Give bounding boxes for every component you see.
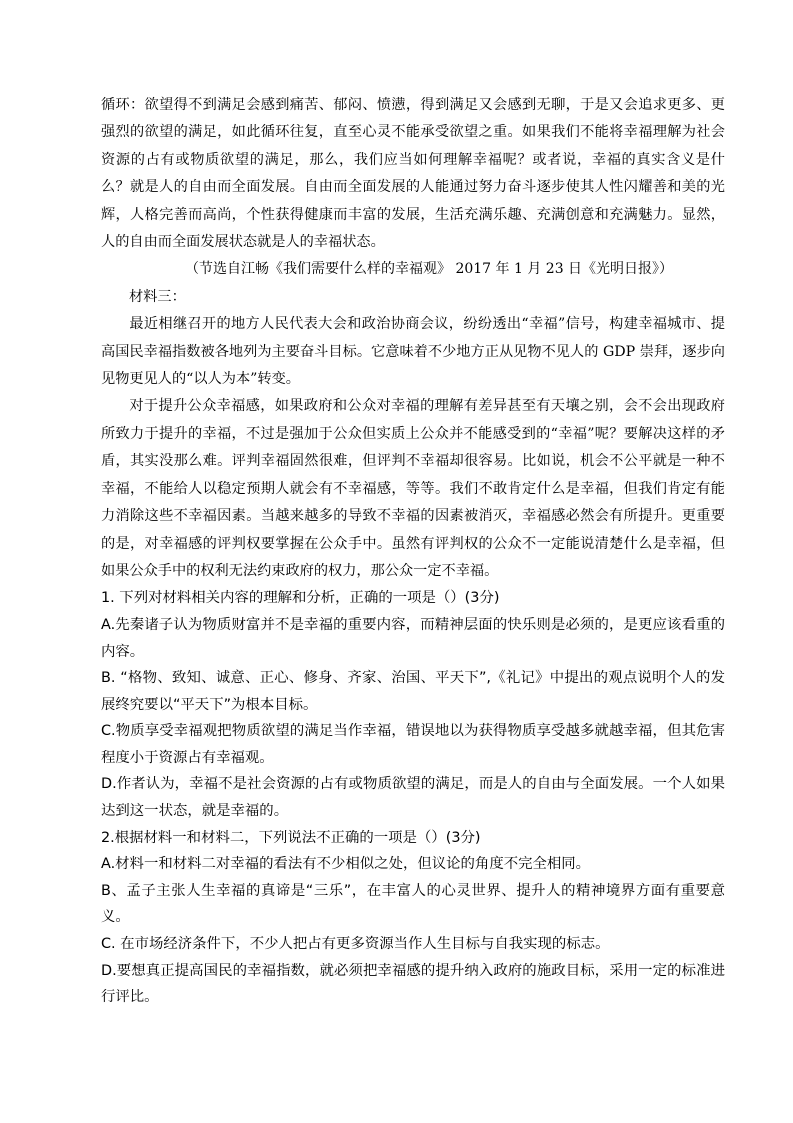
question-1-stem: 1. 下列对材料相关内容的理解和分析，正确的一项是（）(3分) [101,590,500,607]
question-1 [101,585,725,824]
question-2-option-b: B、孟子主张人生幸福的真谛是“三乐”，在丰富人的心灵世界、提升人的精神境界方面有重要意义。 [101,882,725,926]
question-2 [101,825,725,1011]
material2-closing-paragraph: 循环：欲望得不到满足会感到痛苦、郁闷、愤懑，得到满足又会感到无聊，于是又会追求更多、更强烈的欲望的满足，如此循环往复，直至心灵不能承受欲望之重。如果我们不能将幸福理解为社会资源的占有或物质欲望的满足，那么，我们应当如何理解幸福呢？或者说，幸福的真实含义是什么？就是人的自由而全面发展。自由而全面发展的人能通过努力奋斗逐步使其人性闪耀善和美的光辉，人格完善而高尚，个性获得健康而丰富的发展，生活充满乐趣、充满创意和充满魅力。显然，人的自由而全面发展状态就是人的幸福状态。 [101,97,725,251]
question-1-option-a: A.先秦诸子认为物质财富并不是幸福的重要内容，而精神层面的快乐则是必须的，是更应该看重的内容。 [101,616,725,660]
question-1-option-b: B. “格物、致知、诚意、正心、修身、齐家、治国、平天下”,《礼记》中提出的观点说明个人的发展终究要以“平天下”为根本目标。 [101,670,725,713]
material3-paragraph-2: 对于提升公众幸福感，如果政府和公众对幸福的理解有差异甚至有天壤之别，会不会出现政府所致力于提升的幸福，不过是强加于公众但实质上公众并不能感受到的“幸福”呢？要解决这样的矛盾，其实没那么难。评判幸福固然很难，但评判不幸福却很容易。比如说，机会不公平就是一种不幸福，不能给人以稳定预期人就会有不幸福感，等等。我们不敢肯定什么是幸福，但我们肯定有能力消除这些不幸福因素。当越来越多的导致不幸福的因素被消灭，幸福感必然会有所提升。更重要的是，对幸福感的评判权要掌握在公众手中。虽然有评判权的公众不一定能说清楚什么是幸福，但如果公众手中的权利无法约束政府的权力，那公众一定不幸福。 [101,398,725,579]
material3-paragraph-1: 最近相继召开的地方人民代表大会和政治协商会议，纷纷透出“幸福”信号，构建幸福城市、提高国民幸福指数被各地列为主要奋斗目标。它意味着不少地方正从见物不见人的 GDP 崇拜，逐步向见物更见人的“以人为本”转变。 [101,316,725,388]
material3-label: 材料三： [129,288,186,305]
question-1-option-c: C.物质享受幸福观把物质欲望的满足当作幸福，错误地以为获得物质享受越多就越幸福，但其危害程度小于资源占有幸福观。 [101,723,725,766]
question-1-option-d: D.作者认为，幸福不是社会资源的占有或物质欲望的满足，而是人的自由与全面发展。一个人如果达到这一状态，就是幸福的。 [101,776,725,820]
document-page [101,92,725,1011]
question-2-option-c: C. 在市场经济条件下，不少人把占有更多资源当作人生目标与自我实现的标志。 [101,936,610,953]
material2-source-citation: （节选自江畅《我们需要什么样的幸福观》 2017 年 1 月 23 日《光明日报》） [185,261,674,278]
question-2-stem: 2.根据材料一和材料二，下列说法不正确的一项是（）(3分) [101,829,481,846]
question-2-option-a: A.材料一和材料二对幸福的看法有不少相似之处，但议论的角度不完全相同。 [101,856,591,873]
question-2-option-d: D.要想真正提高国民的幸福指数，就必须把幸福感的提升纳入政府的施政目标，采用一定的标准进行评比。 [101,962,725,1006]
